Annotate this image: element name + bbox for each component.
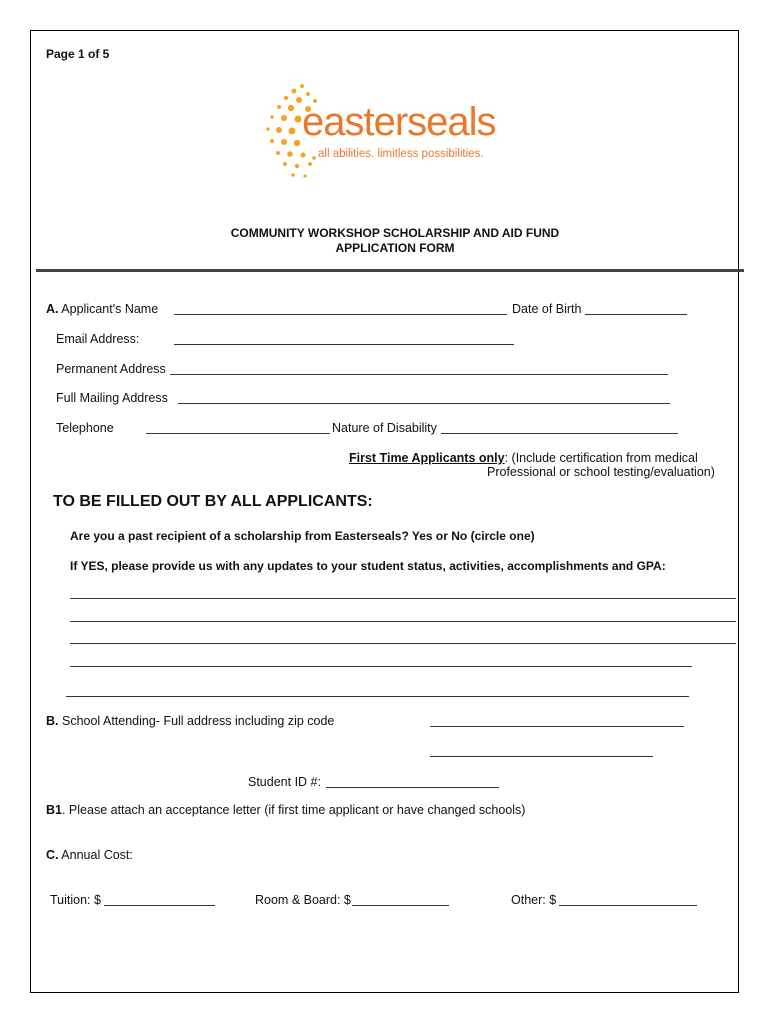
room-board-label: Room & Board: $	[255, 893, 351, 907]
dob-label: Date of Birth	[512, 302, 582, 316]
mailing-address-label: Full Mailing Address	[56, 391, 168, 405]
mailing-address-field[interactable]	[178, 403, 670, 404]
tuition-label: Tuition: $	[50, 893, 101, 907]
email-field[interactable]	[174, 344, 514, 345]
disability-field[interactable]	[441, 433, 678, 434]
disability-label: Nature of Disability	[332, 421, 437, 435]
telephone-field[interactable]	[146, 433, 330, 434]
acceptance-letter-note: B1. Please attach an acceptance letter (if first time applicant or have changed schools)	[46, 803, 526, 817]
easterseals-logo	[262, 78, 522, 183]
room-board-field[interactable]	[352, 905, 449, 906]
school-address-field-2[interactable]	[430, 756, 653, 757]
form-title-line1: COMMUNITY WORKSHOP SCHOLARSHIP AND AID FUND	[230, 226, 560, 240]
form-title-line2: APPLICATION FORM	[335, 241, 455, 255]
permanent-address-label: Permanent Address	[56, 362, 166, 376]
header-divider	[36, 269, 744, 272]
applicant-name-field[interactable]	[174, 314, 507, 315]
first-time-note: First Time Applicants only: (Include certification from medical	[349, 451, 698, 465]
student-id-label: Student ID #:	[248, 775, 321, 789]
all-applicants-heading: TO BE FILLED OUT BY ALL APPLICANTS:	[53, 493, 373, 510]
permanent-address-field[interactable]	[170, 374, 668, 375]
updates-line[interactable]	[70, 598, 736, 599]
school-label: B. School Attending- Full address including zip code	[46, 714, 335, 728]
logo-wordmark: easterseals	[302, 100, 496, 144]
other-cost-label: Other: $	[511, 893, 557, 907]
page-indicator: Page 1 of 5	[46, 47, 110, 61]
telephone-label: Telephone	[56, 421, 114, 435]
student-id-field[interactable]	[326, 787, 499, 788]
updates-line[interactable]	[70, 666, 692, 667]
updates-line[interactable]	[70, 621, 736, 622]
logo-tagline: all abilities. limitless possibilities.	[318, 148, 484, 160]
updates-line[interactable]	[70, 643, 736, 644]
dob-field[interactable]	[585, 314, 687, 315]
other-cost-field[interactable]	[559, 905, 697, 906]
tuition-field[interactable]	[104, 905, 215, 906]
updates-question: If YES, please provide us with any updates to your student status, activities, accomplishments and GPA:	[70, 559, 666, 573]
past-recipient-question: Are you a past recipient of a scholarship from Easterseals? Yes or No (circle one)	[70, 529, 535, 543]
first-time-note-line2: Professional or school testing/evaluation)	[487, 465, 715, 479]
annual-cost-label: C. Annual Cost:	[46, 848, 133, 862]
updates-line[interactable]	[66, 696, 689, 697]
applicant-name-label: A. Applicant's Name	[46, 302, 159, 316]
school-address-field[interactable]	[430, 726, 684, 727]
email-label: Email Address:	[56, 332, 140, 346]
